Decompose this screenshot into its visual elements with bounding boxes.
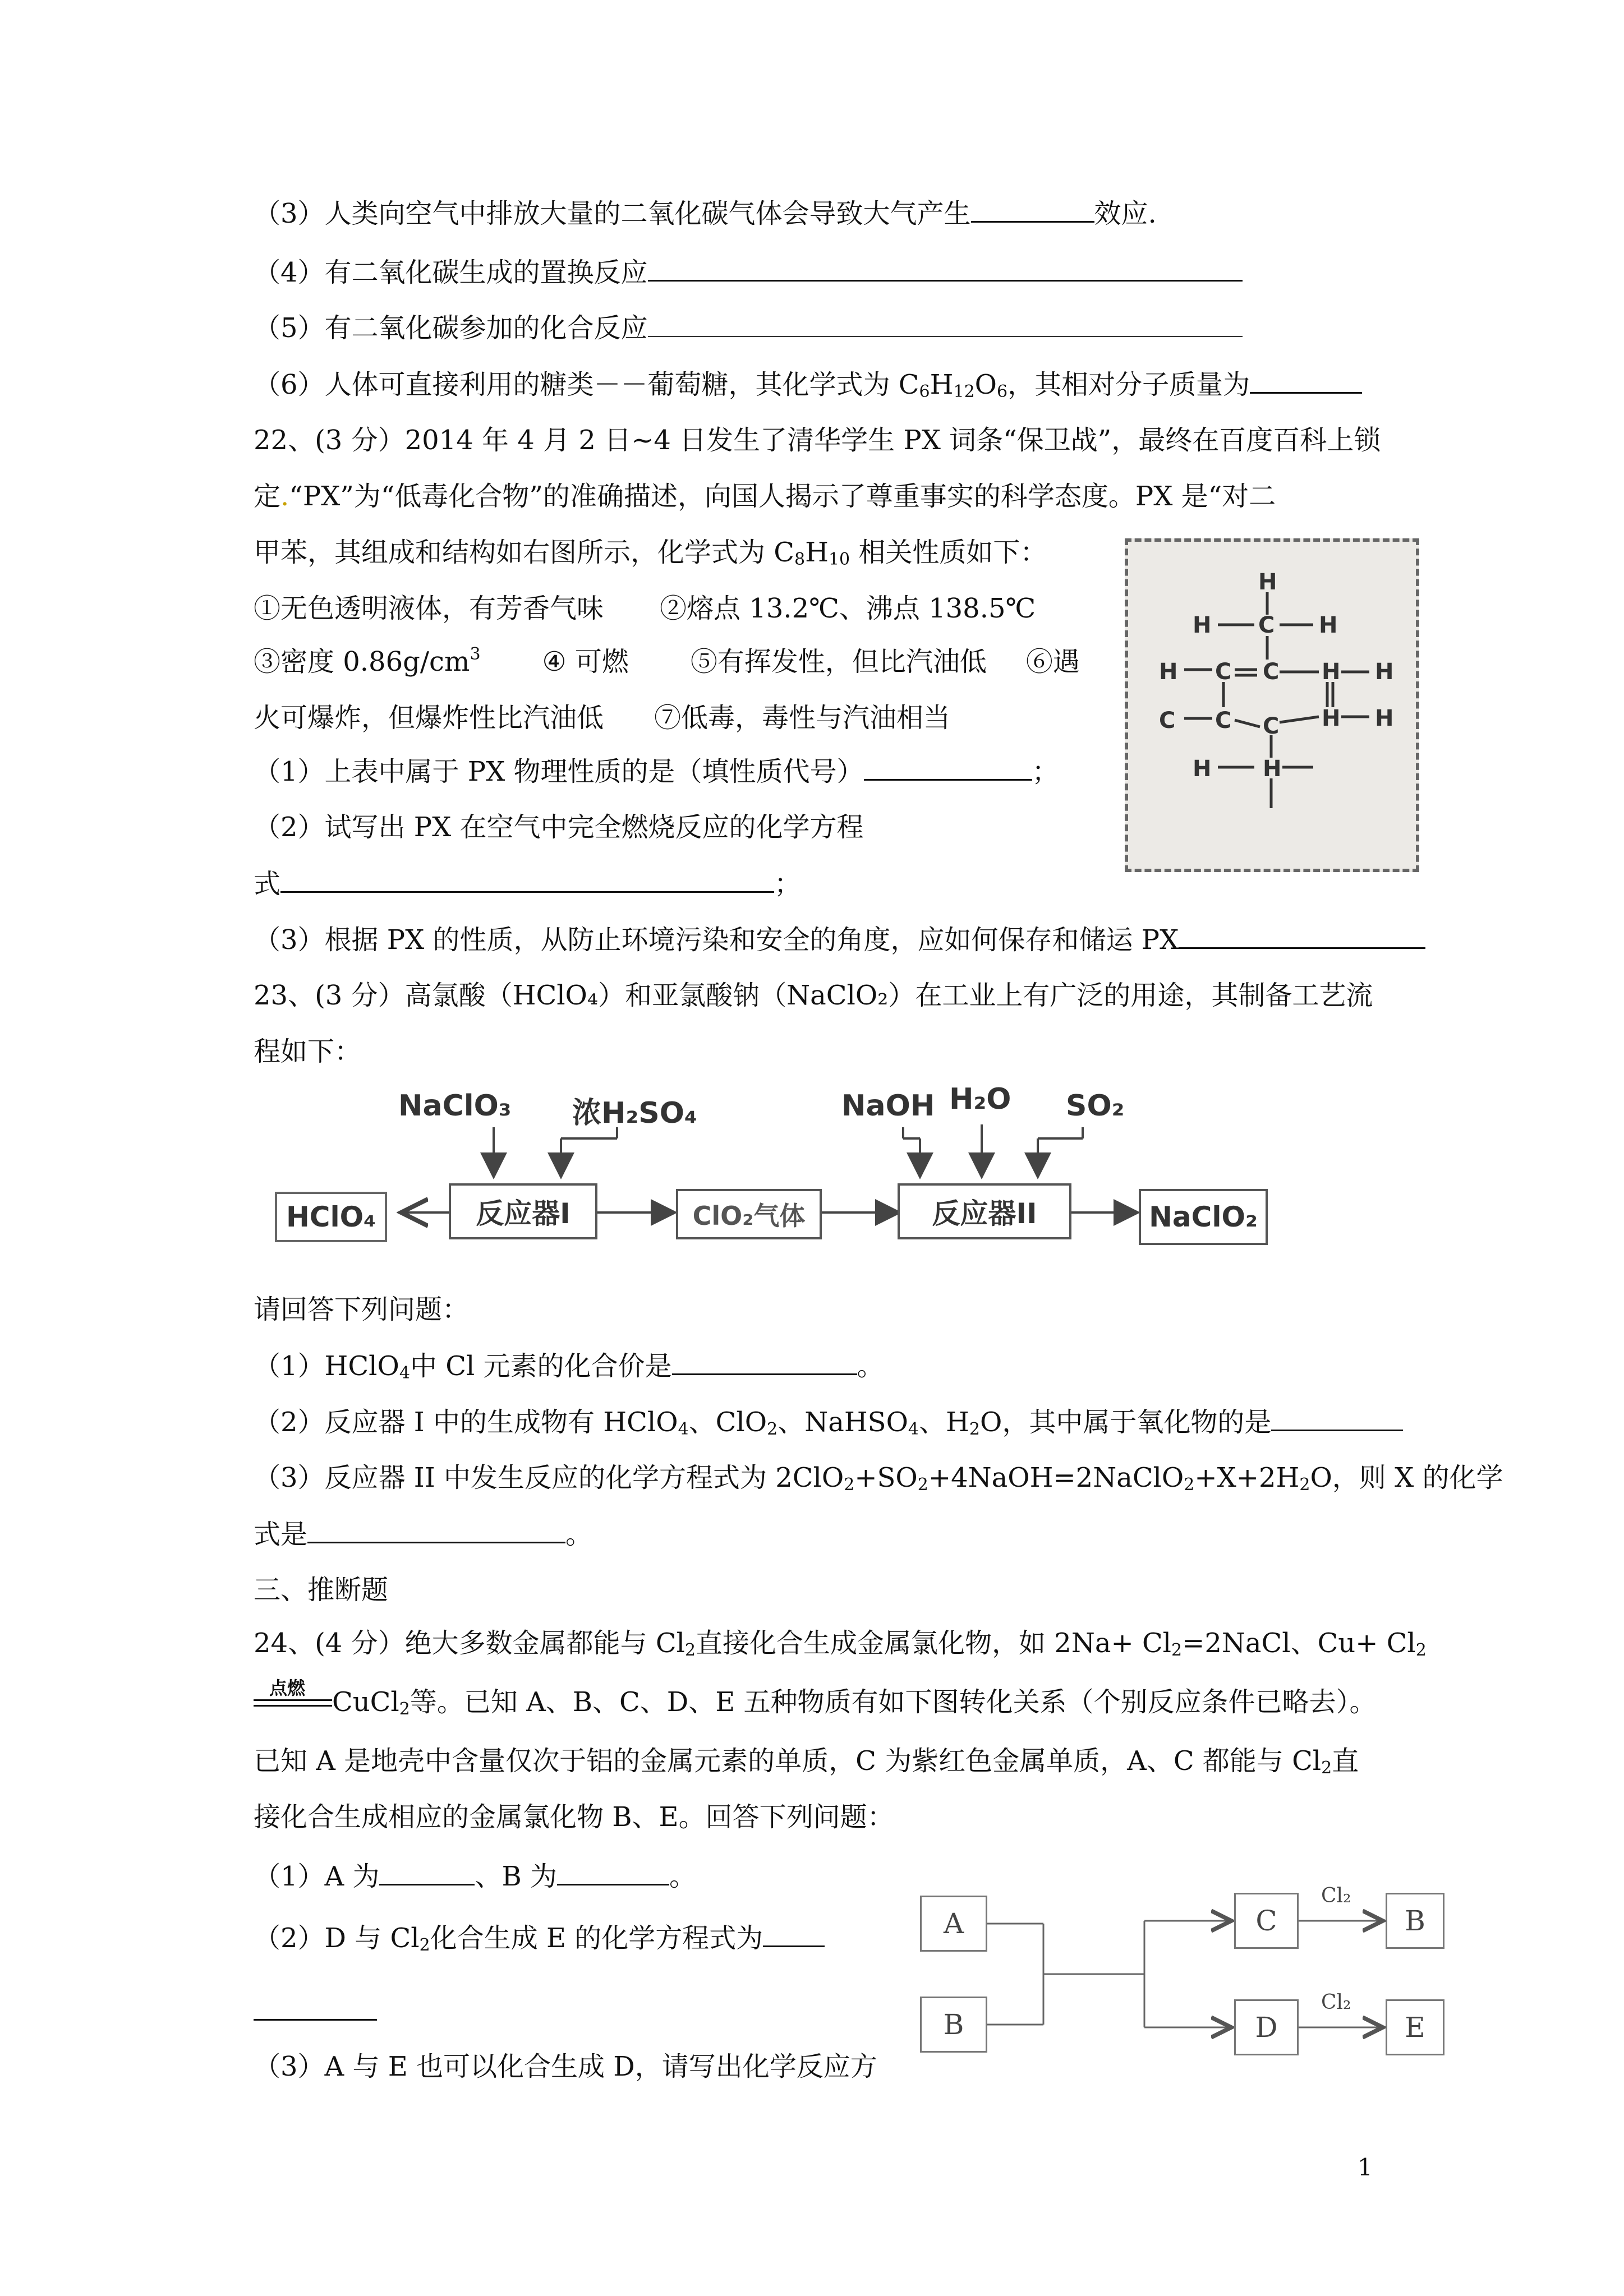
q22-line2: 定.“PX”为“低毒化合物”的准确描述，向国人揭示了尊重事实的科学态度。PX 是“对二	[254, 481, 1276, 512]
answer-blank[interactable]	[307, 1517, 565, 1543]
atom-label: H	[1193, 612, 1212, 638]
atom-label: C	[1215, 659, 1232, 685]
q22-sub2: （2）试写出 PX 在空气中完全燃烧反应的化学方程	[254, 812, 864, 843]
q23-sub3: （3）反应器 II 中发生反应的化学方程式为 $2ClO_2+SO_2+4NaOH=2NaClO_2+X+2H_2O$，则 X 的化学	[254, 1462, 1503, 1495]
q22-props-row2: ③密度 $0.86g/cm^3$ ④ 可燃 ⑤有挥发性，但比汽油低 ⑥遇	[254, 644, 1080, 677]
q23-ask: 请回答下列问题：	[254, 1294, 470, 1325]
atom-label: C	[1215, 708, 1232, 734]
atom-label: H	[1258, 569, 1277, 595]
answer-blank[interactable]	[379, 1859, 475, 1885]
q22-sub3: （3）根据 PX 的性质，从防止环境污染和安全的角度，应如何保存和储运 PX	[254, 923, 1425, 957]
atom-label: C	[1263, 659, 1280, 685]
input-h2so4: 浓H₂SO₄	[572, 1096, 697, 1130]
answer-blank[interactable]	[557, 1859, 669, 1885]
box-reactor2: 反应器II	[898, 1183, 1071, 1239]
input-naclo3: NaClO₃	[398, 1089, 512, 1123]
q24-sub3: （3）A 与 E 也可以化合生成 D，请写出化学反应方	[254, 2051, 877, 2082]
q22-props-row3: 火可爆炸，但爆炸性比汽油低 ⑦低毒，毒性与汽油相当	[254, 702, 951, 734]
input-h2o: H₂O	[949, 1082, 1011, 1116]
node-a: A	[920, 1896, 987, 1952]
input-naoh: NaOH	[841, 1089, 935, 1123]
q21-part5: （5）有二氧化碳参加的化合反应	[254, 311, 1243, 345]
atom-label: H	[1375, 659, 1394, 685]
section-title: 三、推断题	[254, 1574, 389, 1606]
answer-blank[interactable]	[1271, 1405, 1403, 1431]
node-d: D	[1234, 1999, 1299, 2055]
node-b: B	[920, 1997, 987, 2053]
answer-blank[interactable]	[1250, 367, 1362, 394]
px-structure-svg	[1128, 542, 1416, 869]
page-number: 1	[1358, 2154, 1373, 2181]
q22-sub2-cont: 式 ；	[254, 866, 801, 901]
answer-blank[interactable]	[763, 1921, 825, 1947]
conversion-arrows	[909, 1884, 1447, 2103]
q22-line1: 22、(3 分）2014 年 4 月 2 日~4 日发生了清华学生 PX 词条“保卫战”，最终在百度百科上锁	[254, 425, 1381, 456]
answer-blank[interactable]	[648, 255, 1243, 282]
q24-line2: CuCl$_2$等。已知 A、B、C、D、E 五种物质有如下图转化关系（个别反应条件已略去）。	[332, 1686, 1377, 1719]
px-structure-figure	[1125, 538, 1419, 872]
atom-label: H	[1193, 756, 1212, 782]
q23-sub3-cont: 式是 。	[254, 1517, 592, 1551]
atom-label: H	[1375, 706, 1394, 731]
atom-label: H	[1263, 756, 1282, 782]
answer-blank[interactable]	[254, 2019, 377, 2021]
answer-blank[interactable]	[280, 866, 774, 893]
q24-line3: 已知 A 是地壳中含量仅次于铝的金属元素的单质，C 为紫红色金属单质，A、C 都能与 $Cl_2$直	[254, 1745, 1359, 1778]
q24-line1: 24、(4 分）绝大多数金属都能与 $Cl_2$直接化合生成金属氯化物，如 $2Na+ Cl_2=2NaCl$、$Cu+ Cl_2$	[254, 1628, 1427, 1660]
node-e: E	[1386, 1999, 1444, 2055]
equals-line	[254, 1705, 332, 1707]
q24-line4: 接化合生成相应的金属氯化物 B、E。回答下列问题：	[254, 1801, 894, 1833]
node-c: C	[1234, 1893, 1299, 1949]
q21-part6: （6）人体可直接利用的糖类－－葡萄糖，其化学式为 $C_6H_{12}O_6$，其相对分子质量为	[254, 367, 1362, 402]
answer-blank[interactable]	[1179, 923, 1425, 949]
q22-line3: 甲苯，其组成和结构如右图所示，化学式为 $C_8H_{10}$ 相关性质如下：	[254, 537, 1047, 569]
box-naclo2: NaClO₂	[1139, 1189, 1268, 1245]
q22-sub1: （1）上表中属于 PX 物理性质的是（填性质代号） ；	[254, 754, 1059, 789]
q22-props-row1: ①无色透明液体，有芳香气味 ②熔点 13.2℃、沸点 138.5℃	[254, 593, 1036, 624]
q24-sub2: （2）D 与 $Cl_2$化合生成 E 的化学方程式为	[254, 1921, 825, 1955]
atom-label: H	[1322, 659, 1341, 685]
cl2-label: Cl₂	[1321, 1991, 1351, 2014]
answer-blank[interactable]	[971, 196, 1094, 223]
atom-label: C	[1263, 713, 1280, 739]
q23-line1: 23、(3 分）高氯酸（HClO₄）和亚氯酸钠（NaClO₂）在工业上有广泛的用途，其制备工艺流	[254, 980, 1373, 1011]
answer-blank[interactable]	[648, 311, 1243, 337]
atom-label: H	[1159, 659, 1178, 685]
atom-label: H	[1322, 706, 1341, 731]
q24-sub1: （1）A 为 、B 为 。	[254, 1859, 696, 1893]
q21-part3: （3）人类向空气中排放大量的二氧化碳气体会导致大气产生 效应.	[254, 196, 1157, 230]
equals-line	[254, 1699, 332, 1701]
answer-blank[interactable]	[672, 1349, 857, 1375]
answer-blank[interactable]	[864, 754, 1032, 781]
q23-sub2: （2）反应器 I 中的生成物有 HClO$_4$、ClO$_2$、NaHSO$_4$、$H_2O$，其中属于氧化物的是	[254, 1405, 1403, 1439]
box-hclo4: HClO₄	[275, 1192, 387, 1242]
input-so2: SO₂	[1066, 1089, 1125, 1123]
cl2-label: Cl₂	[1321, 1884, 1351, 1907]
box-reactor1: 反应器I	[449, 1183, 597, 1239]
q21-part4: （4）有二氧化碳生成的置换反应	[254, 255, 1243, 289]
box-clo2: ClO₂气体	[676, 1189, 822, 1239]
atom-label: H	[1319, 612, 1338, 638]
q23-sub1: （1）HClO$_4$中 Cl 元素的化合价是 。	[254, 1349, 884, 1383]
atom-label: C	[1159, 708, 1176, 734]
process-flow-diagram	[269, 1082, 1301, 1262]
condition-ignite: 点燃	[269, 1677, 306, 1699]
q23-line2: 程如下：	[254, 1036, 362, 1067]
atom-label: C	[1258, 612, 1275, 638]
node-b-right: B	[1386, 1893, 1444, 1949]
conversion-diagram	[909, 1884, 1447, 2103]
